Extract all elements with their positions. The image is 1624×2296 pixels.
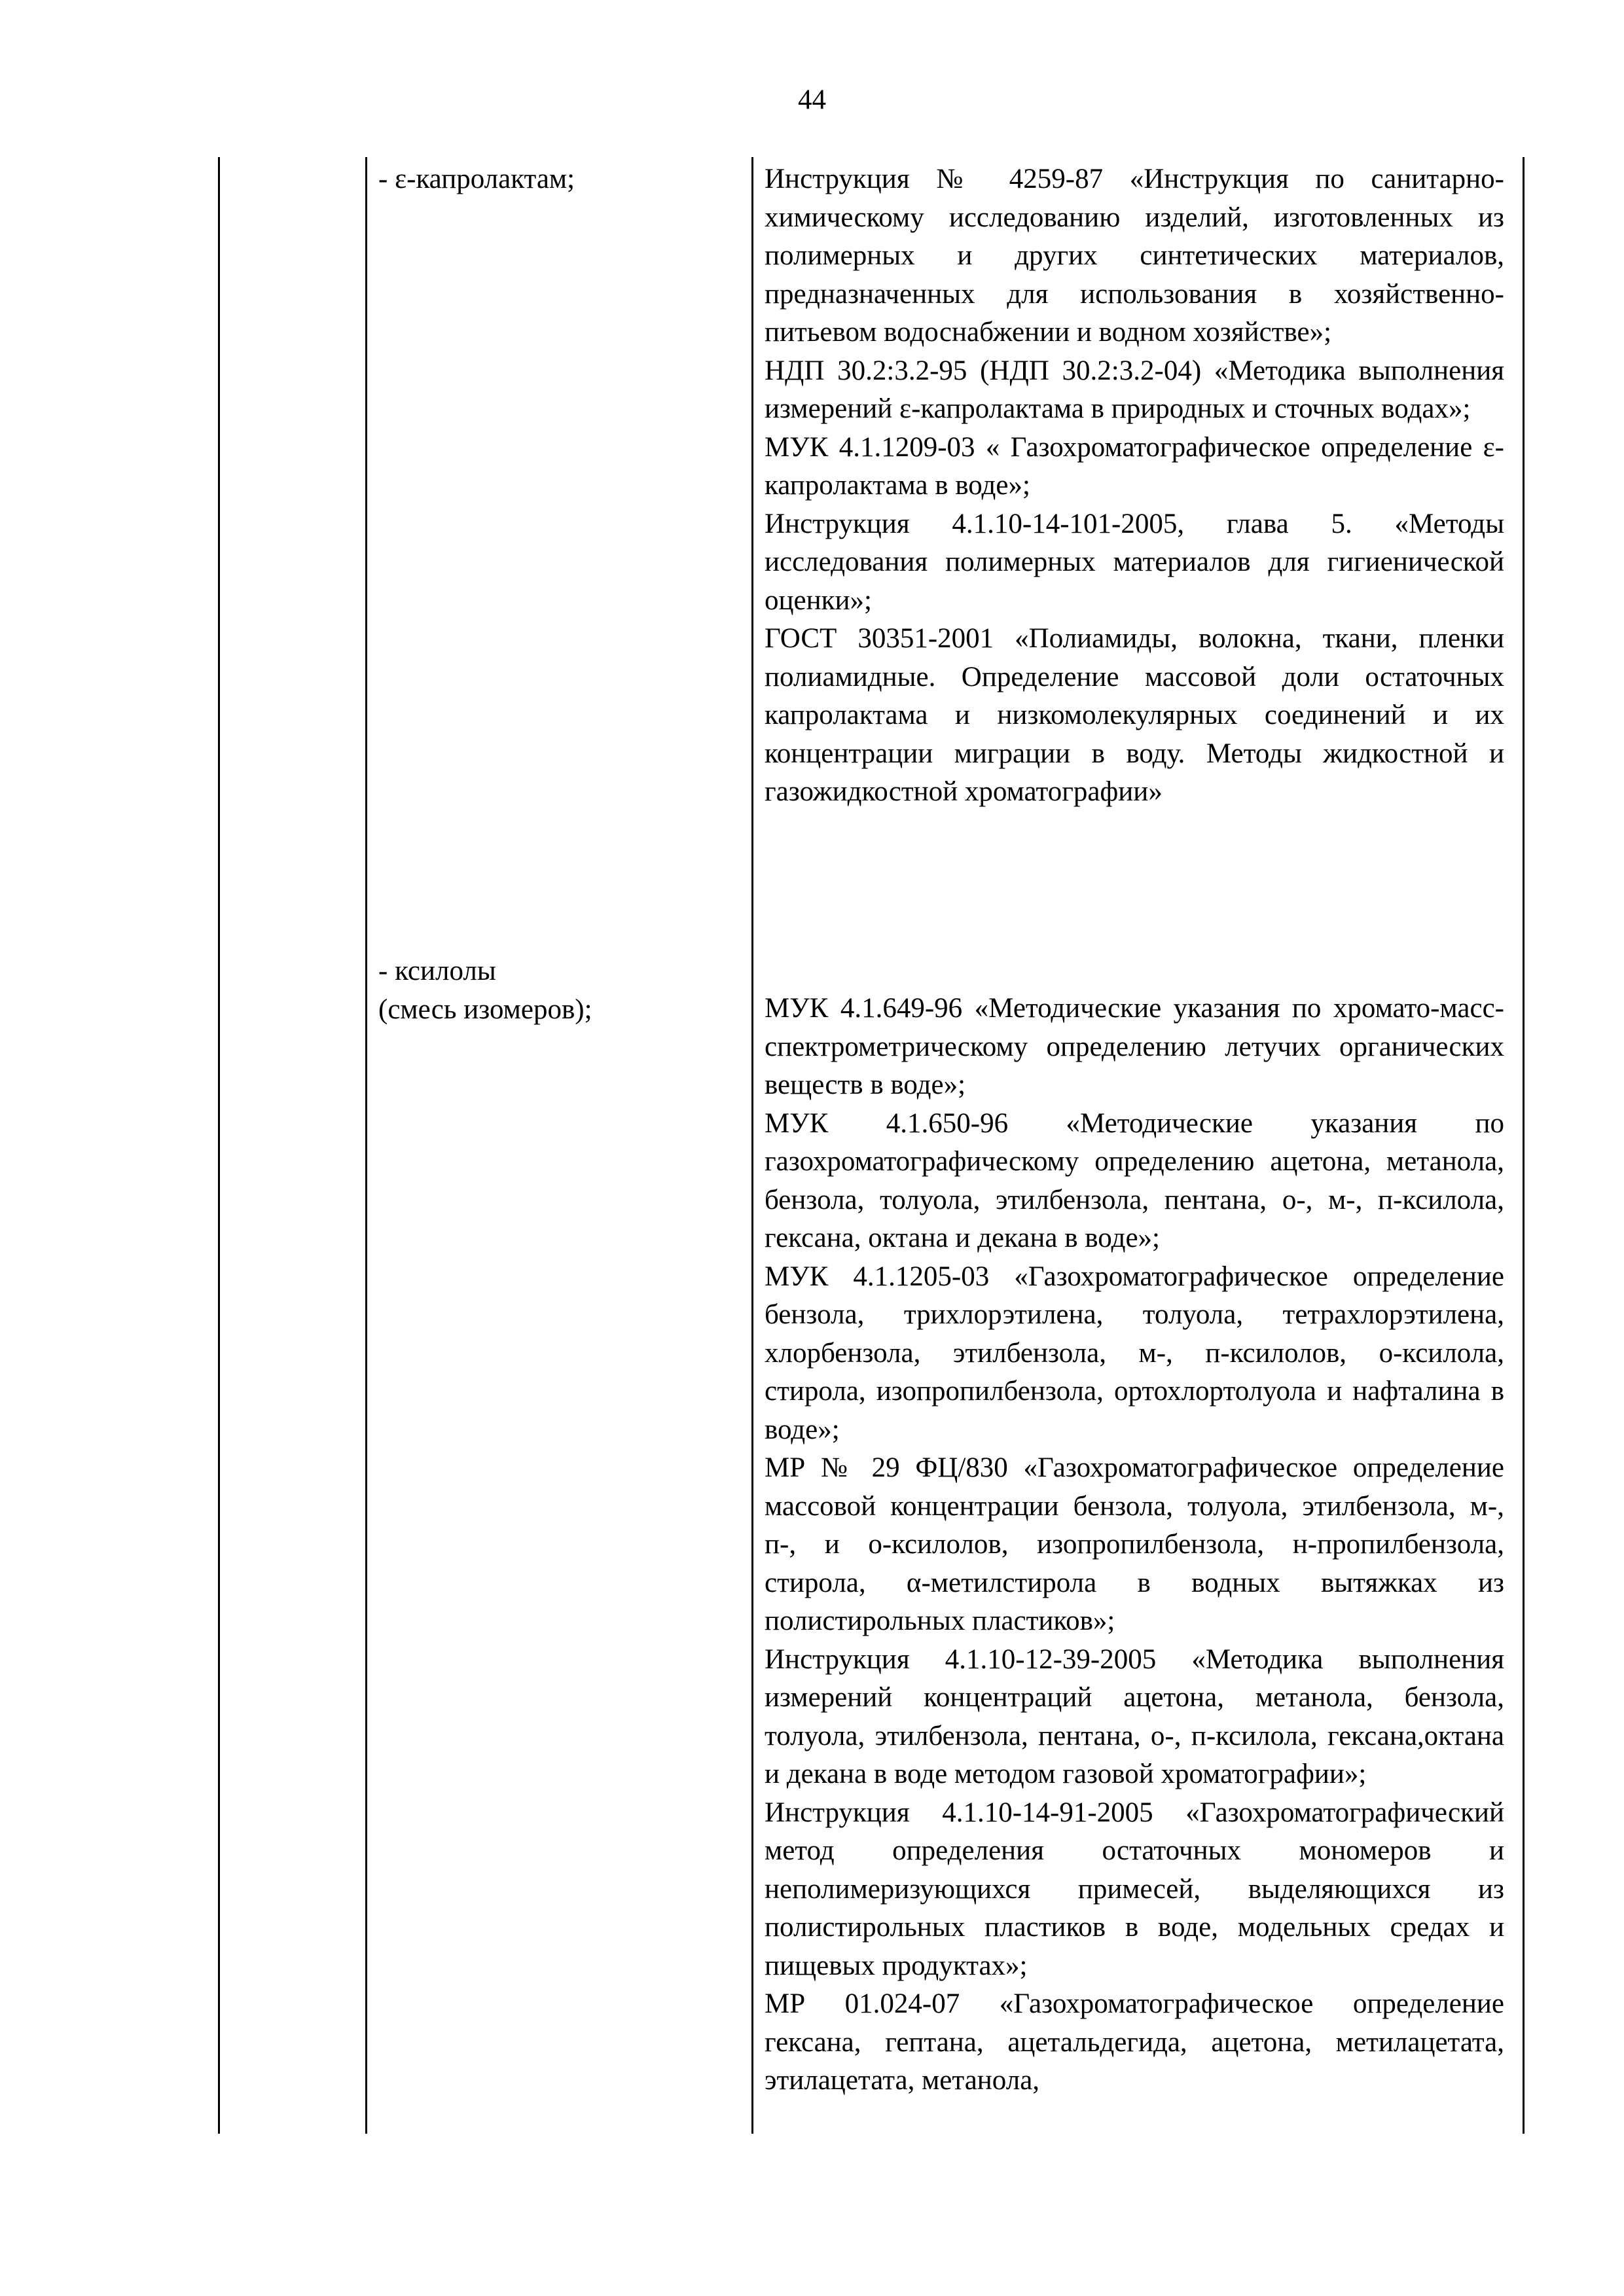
method-entry: Инструкция № 4259-87 «Инструкция по санитарно-химическому исследованию изделий, изготовленных из полимерных и других синтетических материалов, предназначенных для использования в хозяйственно-питьевом водоснабжении и водном хозяйстве»; [765,164,1504,348]
methods-xylenes [765,990,1504,2100]
method-entry: МР 01.024-07 «Газохроматографическое определение гексана, гептана, ацетальдегида, ацетона, метилацетата, этилацетата, метанола, [765,1988,1504,2096]
method-entry: МУК 4.1.1209-03 « Газохроматографическое определение ε-капролактама в воде»; [765,431,1504,501]
method-entry: Инструкция 4.1.10-12-39-2005 «Методика выполнения измерений концентраций ацетона, метанола, бензола, толуола, этилбензола, пентана, о-, п-ксилола, гексана,октана и декана в воде методом газовой хроматографии»; [765,1643,1504,1789]
table-border-left [218,157,220,2134]
method-entry: НДП 30.2:3.2-95 (НДП 30.2:3.2-04) «Методика выполнения измерений ε-капролактама в природных и сточных водах»; [765,355,1504,424]
table-border-column-divider-1 [365,157,367,2134]
method-entry: ГОСТ 30351-2001 «Полиамиды, волокна, ткани, пленки полиамидные. Определение массовой доли остаточных капролактама и низкомолекулярных соединений и их концентрации миграции в воду. Методы жидкостной и газожидкостной хроматографии» [765,623,1504,807]
table-border-column-divider-2 [751,157,753,2134]
methods-caprolactam [765,160,1504,812]
method-entry: МР № 29 ФЦ/830 «Газохроматографическое определение массовой концентрации бензола, толуола, этилбензола, м-, п-, и о-ксилолов, изопропилбензола, н-пропилбензола, стирола, α-метилстирола в водных вытяжках из полистирольных пластиков»; [765,1452,1504,1636]
method-entry: МУК 4.1.650-96 «Методические указания по газохроматографическому определению ацетона, метанола, бензола, толуола, этилбензола, пентана, о-, м-, п-ксилола, гексана, октана и декана в воде»; [765,1107,1504,1253]
substance-xylenes: - ксилолы (смесь изомеров); [378,956,592,1025]
method-entry: МУК 4.1.649-96 «Методические указания по хромато-масс-спектрометрическому определению летучих органических веществ в воде»; [765,993,1504,1100]
page-number: 44 [798,84,826,115]
substance-caprolactam: - ε-капролактам; [378,164,575,194]
method-entry: Инструкция 4.1.10-14-91-2005 «Газохроматографический метод определения остаточных мономеров и неполимеризующихся примесей, выделяющихся из полистирольных пластиков в воде, модельных средах и пищевых продуктах»; [765,1797,1504,1981]
table-border-right [1523,157,1525,2134]
method-entry: Инструкция 4.1.10-14-101-2005, глава 5. «Методы исследования полимерных материалов для гигиенической оценки»; [765,508,1504,616]
method-entry: МУК 4.1.1205-03 «Газохроматографическое определение бензола, трихлорэтилена, толуола, тетрахлорэтилена, хлорбензола, этилбензола, м-, п-ксилолов, о-ксилола, стирола, изопропилбензола, ортохлортолуола и нафталина в воде»; [765,1261,1504,1445]
